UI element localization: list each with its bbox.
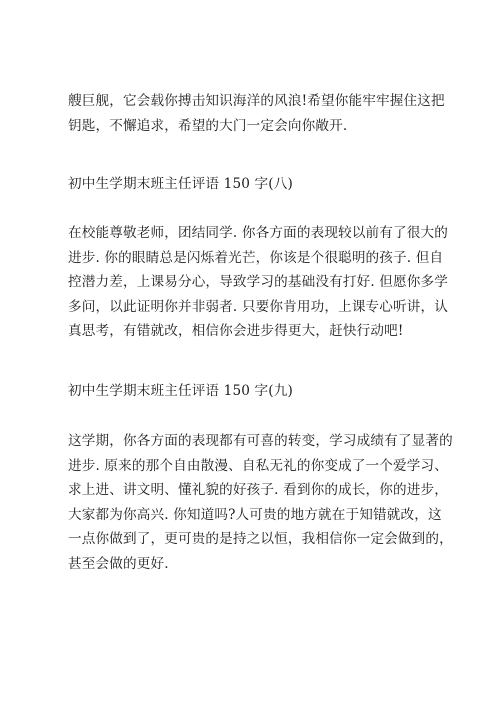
text-line: 一点你做到了，更可贵的是持之以恒，我相信你一定会做到的， [68, 531, 453, 548]
section-heading-9: 初中生学期末班主任评语 150 字(九) [68, 383, 293, 399]
text-line: 进步. 原来的那个自由散漫、自私无礼的你变成了一个爱学习、 [68, 457, 449, 474]
text-line: 这学期，你各方面的表现都有可喜的转变，学习成绩有了显著的 [68, 433, 453, 449]
text-line: 艘巨舰，它会载你搏击知识海洋的风浪!希望你能牢牢握住这把 [68, 93, 445, 109]
text-line: 进步. 你的眼睛总是闪烁着光芒，你该是个很聪明的孩子. 但自 [68, 249, 444, 266]
text-line: 求上进、讲文明、懂礼貌的好孩子. 看到你的成长，你的进步， [68, 482, 449, 499]
text-line: 控潜力差，上课易分心，导致学习的基础没有打好. 但愿你多学 [68, 274, 449, 291]
text-line: 钥匙，不懈追求，希望的大门一定会向你敞开. [68, 117, 348, 134]
paragraph-comment-8 [68, 221, 449, 344]
section-heading-8: 初中生学期末班主任评语 150 字(八) [68, 176, 293, 192]
paragraph-comment-9 [68, 429, 453, 577]
paragraph-intro-continuation [68, 89, 446, 138]
text-line: 甚至会做的更好. [68, 555, 169, 572]
text-line: 真思考，有错就改，相信你会进步得更大，赶快行动吧! [68, 323, 404, 340]
text-line: 在校能尊敬老师，团结同学. 你各方面的表现较以前有了很大的 [68, 225, 449, 241]
text-line: 大家都为你高兴. 你知道吗?人可贵的地方就在于知错就改，这 [68, 506, 442, 523]
text-line: 多问，以此证明你并非弱者. 只要你肯用功，上课专心听讲，认 [68, 298, 449, 315]
